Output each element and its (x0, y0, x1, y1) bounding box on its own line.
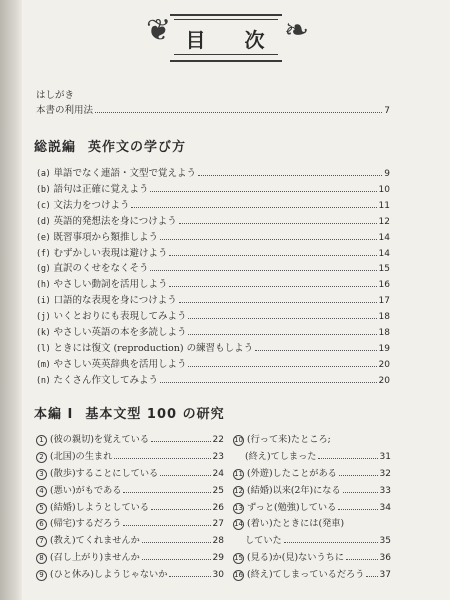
toc-entry (36, 294, 390, 308)
pattern-label: ずっと(勉強)している (247, 501, 337, 513)
entry-page: 18 (378, 312, 390, 323)
pattern-page: 24 (212, 468, 224, 479)
pattern-label: (結婚)以来(2年)になる (247, 484, 341, 496)
toc-entry (36, 167, 390, 181)
entry-label: 直訳のくせをなくそう (53, 263, 149, 275)
toc-entry (36, 326, 390, 340)
pattern-number: 6 (36, 519, 47, 530)
leader-dots (346, 559, 378, 560)
toc-entry (36, 358, 390, 372)
pattern-page: 35 (379, 536, 391, 547)
entry-key: (n) (36, 375, 51, 386)
pattern-page: 22 (212, 435, 224, 445)
left-ornament-icon: ❦ (146, 13, 172, 48)
toc-entry (36, 374, 390, 388)
leader-dots (179, 302, 377, 303)
entry-page: 11 (378, 200, 390, 211)
entry-label: 既習事項から類推しよう (53, 231, 158, 243)
entry-page: 18 (378, 328, 390, 338)
pattern-number: 12 (234, 486, 243, 495)
entry-label: 口語的な表現を身につけよう (53, 295, 177, 307)
toc-entry (36, 262, 390, 276)
leader-dots (339, 475, 378, 476)
entry-label: 語句は正確に覚えよう (53, 183, 149, 195)
toc-entry (36, 231, 390, 245)
leader-dots (366, 576, 377, 577)
leader-dots (123, 492, 210, 493)
pattern-number: 4 (36, 486, 47, 497)
pattern-number: 3 (36, 469, 47, 480)
leader-dots (169, 255, 376, 256)
pattern-number: 16 (234, 571, 243, 580)
pattern-entry (36, 567, 224, 584)
entry-key: (k) (36, 328, 51, 338)
pattern-page: 27 (212, 519, 224, 530)
entry-page: 9 (384, 169, 390, 179)
pattern-number: 15 (234, 554, 243, 563)
pattern-entry (36, 466, 224, 483)
entry-label: 文法力をつけよう (53, 199, 130, 211)
entry-key: (a) (36, 169, 51, 179)
pattern-entry (233, 500, 391, 517)
pattern-entry (233, 516, 391, 533)
entry-key: (j) (36, 312, 51, 323)
pattern-label: (ひと休み)しようじゃないか (50, 569, 168, 581)
right-ornament-icon: ❧ (284, 13, 310, 48)
entry-label: 英語的発想法を身につけよう (53, 215, 177, 227)
leader-dots (338, 509, 377, 510)
pattern-label: (召し上がり)ませんか (50, 552, 140, 564)
leader-dots (255, 350, 376, 351)
pattern-label: (彼の親切)を覚えている (50, 434, 150, 445)
pattern-page: 29 (212, 553, 224, 564)
pattern-label: (着い)たときには(発車) (247, 518, 345, 530)
section-title: 基本文型 100 の研究 (85, 407, 225, 422)
pattern-label: (散歩)することにしている (50, 467, 159, 479)
toc-entry (36, 247, 390, 261)
entry-page: 16 (378, 280, 390, 291)
entry-label: やさしい英英辞典を活用しよう (53, 358, 187, 370)
leader-dots (131, 207, 376, 208)
entry-key: (g) (36, 264, 51, 275)
toc-entry (36, 215, 390, 229)
pattern-number: 7 (36, 536, 47, 547)
pattern-number: 2 (36, 452, 47, 463)
entry-page: 19 (378, 343, 390, 354)
entry-key: (i) (36, 296, 51, 307)
pattern-number: 14 (234, 520, 243, 529)
entry-page: 14 (378, 248, 390, 259)
pattern-page: 32 (379, 468, 391, 479)
pattern-number: 11 (234, 469, 243, 478)
entry-key: (l) (36, 343, 51, 354)
pattern-entry (233, 432, 391, 449)
entry-label: いくとおりにも表現してみよう (53, 311, 187, 323)
section-heading-main (34, 403, 225, 422)
pattern-entry (36, 533, 224, 550)
pattern-page: 23 (212, 451, 224, 462)
leader-dots (160, 382, 377, 383)
pattern-entry (233, 550, 391, 567)
leader-dots (142, 542, 211, 543)
leader-dots (169, 286, 376, 287)
entry-page: 7 (384, 106, 390, 116)
entry-label: はしがき (36, 90, 75, 101)
toc-entry (36, 342, 390, 356)
entry-page: 17 (378, 296, 390, 307)
entry-key: (f) (36, 248, 51, 259)
pattern-page: 37 (379, 570, 391, 581)
pattern-label: (結婚)しようとしている (50, 501, 150, 513)
leader-dots (188, 334, 376, 335)
entry-key: (d) (36, 216, 51, 227)
toc-entry (36, 278, 390, 292)
title-cartouche (170, 14, 282, 62)
pattern-number: 1 (36, 435, 47, 446)
section-part: 本編 I (34, 407, 74, 422)
pattern-page: 36 (379, 553, 391, 564)
pattern-page: 30 (212, 570, 224, 581)
pattern-list-right (233, 432, 391, 584)
leader-dots (188, 318, 376, 319)
pattern-entry (36, 550, 224, 567)
entry-label: 単語でなく連語・文型で覚えよう (53, 168, 196, 179)
entry-key: (m) (36, 359, 51, 370)
leader-dots (169, 576, 210, 577)
pattern-entry (233, 483, 391, 500)
toc-entry (36, 199, 390, 213)
pattern-label: していた (245, 535, 282, 547)
pattern-entry (36, 516, 224, 533)
entry-page: 20 (378, 359, 390, 370)
toc-entry (36, 183, 390, 197)
pattern-entry (233, 466, 391, 483)
pattern-entry (36, 432, 224, 449)
pattern-entry (233, 567, 391, 584)
entry-key: (e) (36, 232, 51, 243)
entry-page: 12 (378, 216, 390, 227)
pattern-entry (36, 449, 224, 466)
pattern-entry (36, 483, 224, 500)
pattern-label: (教え)てくれませんか (50, 535, 140, 547)
page-title: 目 次 (185, 27, 281, 52)
leader-dots (142, 559, 211, 560)
book-spine-shadow (0, 0, 22, 600)
leader-dots (198, 175, 382, 176)
entry-page: 20 (378, 375, 390, 386)
pattern-number: 10 (234, 436, 243, 444)
leader-dots (188, 366, 376, 367)
section-title: 英作文の学び方 (88, 140, 187, 155)
pattern-label: (外遊)したことがある (247, 467, 337, 479)
pattern-list-left (36, 432, 224, 584)
pattern-page: 34 (379, 502, 391, 513)
entry-page: 15 (378, 264, 390, 275)
pattern-number: 13 (234, 503, 243, 512)
toc-entry (36, 310, 390, 324)
leader-dots (123, 525, 210, 526)
entry-label: やさしい動詞を活用しよう (53, 279, 168, 291)
leader-dots (160, 239, 377, 240)
leader-dots (318, 458, 377, 459)
toc-entry-preface (36, 89, 390, 103)
leader-dots (150, 270, 376, 271)
pattern-label: (北国)の生まれ (50, 450, 113, 462)
entry-label: ときには復文 (reproduction) の練習もしよう (53, 342, 254, 354)
entry-label: たくさん作文してみよう (53, 374, 158, 386)
leader-dots (151, 509, 211, 510)
pattern-label: (見る)か(見)ないうちに (247, 552, 345, 564)
pattern-page: 31 (379, 451, 391, 462)
entry-key: (h) (36, 280, 51, 291)
entry-page: 10 (378, 184, 390, 195)
leader-dots (151, 441, 211, 442)
pattern-label: (終え)てしまっているだろう (247, 569, 365, 581)
pattern-number: 5 (36, 503, 47, 514)
pattern-page: 26 (212, 502, 224, 513)
pattern-entry (233, 533, 391, 550)
leader-dots (114, 458, 210, 459)
leader-dots (95, 112, 382, 113)
pattern-number: 9 (36, 570, 47, 581)
entry-key: (b) (36, 184, 51, 195)
section-heading-general (34, 136, 186, 155)
pattern-entry (36, 500, 224, 517)
pattern-number: 8 (36, 553, 47, 564)
leader-dots (160, 475, 210, 476)
entry-label: 本書の利用法 (36, 105, 94, 116)
pattern-page: 28 (212, 536, 224, 547)
pattern-entry (233, 449, 391, 466)
pattern-page: 25 (212, 485, 224, 496)
leader-dots (343, 492, 378, 493)
pattern-label: (終え)てしまった (245, 450, 317, 462)
leader-dots (179, 223, 377, 224)
pattern-label: (帰宅)するだろう (50, 518, 122, 530)
leader-dots (150, 191, 376, 192)
leader-dots (284, 542, 378, 543)
pattern-page: 33 (379, 485, 391, 496)
pattern-label: (悪い)がもである (50, 484, 122, 496)
entry-label: やさしい英語の本を多読しよう (53, 327, 187, 338)
toc-entry-howto (36, 104, 390, 118)
pattern-label: (行って来)たところ; (247, 434, 331, 445)
entry-key: (c) (36, 200, 51, 211)
entry-page: 14 (378, 232, 390, 243)
entry-label: むずかしい表現は避けよう (53, 247, 168, 259)
section-part: 総説編 (34, 140, 77, 155)
